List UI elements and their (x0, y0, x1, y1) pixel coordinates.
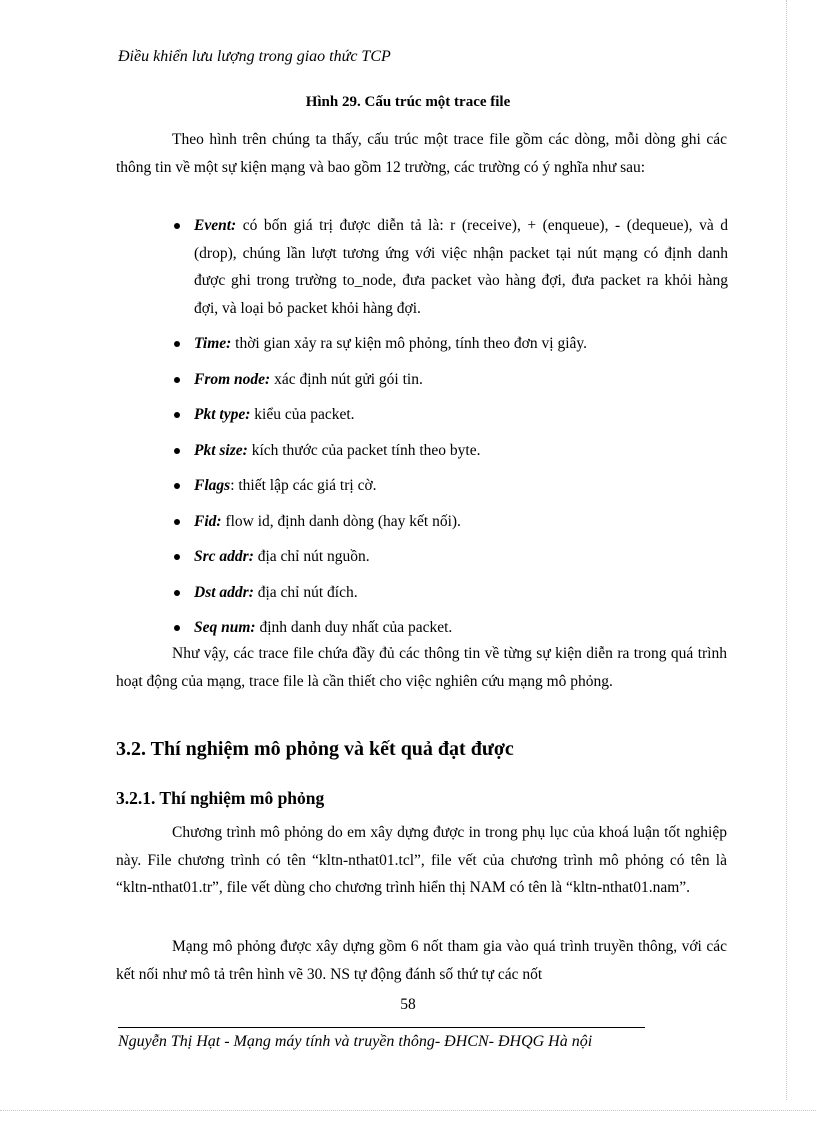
bullet-dot-icon (174, 448, 180, 454)
field-description: xác định nút gửi gói tin. (270, 370, 423, 388)
bullet-dot-icon (174, 519, 180, 525)
bullet-dot-icon (174, 590, 180, 596)
field-description: địa chỉ nút nguồn. (253, 548, 370, 565)
field-term: Dst addr: (194, 583, 254, 601)
page-boundary-right (786, 0, 787, 1100)
field-term: Src addr: (194, 548, 254, 565)
trace-field-list (172, 212, 728, 642)
field-description: định danh duy nhất của packet. (255, 619, 453, 636)
list-item (172, 366, 728, 394)
bullet-dot-icon (174, 341, 180, 347)
program-paragraph-text: Chương trình mô phỏng do em xây dựng được in trong phụ lục của khoá luận tốt nghiệp này. File chương trình có tên “kltn-nthat01.tcl”, file vết của chương trình mô phỏng có tên là “kltn-nthat01.tr”, file vết dùng cho chương trình hiển thị NAM có tên là “kltn-nthat01.nam”. (116, 824, 727, 896)
field-description: kiểu của packet. (250, 406, 355, 423)
footer-divider (118, 1027, 645, 1028)
field-description: thời gian xảy ra sự kiện mô phỏng, tính theo đơn vị giây. (231, 335, 587, 352)
list-item (172, 330, 728, 358)
field-term: Pkt size: (194, 441, 248, 459)
list-item (172, 212, 728, 322)
field-term: Pkt type: (194, 406, 251, 423)
intro-paragraph (116, 126, 727, 181)
intro-paragraph-text: Theo hình trên chúng ta thấy, cấu trúc một trace file gồm các dòng, mỗi dòng ghi các thông tin về một sự kiện mạng và bao gồm 12 trường, các trường có ý nghĩa như sau: (116, 131, 727, 176)
field-description: : thiết lập các giá trị cờ. (230, 477, 377, 494)
field-description: flow id, định danh dòng (hay kết nối). (221, 512, 461, 530)
bullet-dot-icon (174, 412, 180, 418)
bullet-dot-icon (174, 625, 180, 631)
subsection-heading: 3.2.1. Thí nghiệm mô phỏng (116, 788, 325, 808)
field-description: địa chỉ nút đích. (253, 583, 358, 601)
network-paragraph-text: Mạng mô phỏng được xây dựng gồm 6 nốt tham gia vào quá trình truyền thông, với các kết nối như mô tả trên hình vẽ 30. NS tự động đánh số thứ tự các nốt (116, 938, 727, 983)
field-term: Time: (194, 335, 232, 352)
field-term: Fid: (194, 512, 222, 530)
list-item (172, 614, 728, 642)
field-term: Flags (194, 477, 231, 494)
program-paragraph (116, 819, 727, 902)
section-heading: 3.2. Thí nghiệm mô phỏng và kết quả đạt được (116, 738, 514, 760)
field-description: có bốn giá trị được diễn tả là: r (receive), + (enqueue), - (dequeue), và d (drop), chúng lần lượt tương ứng với việc nhận packet tại nút mạng có định danh được ghi trong trường to_node, đưa packet vào hàng đợi, đưa packet ra khỏi hàng đợi, và loại bỏ packet khỏi hàng đợi. (194, 217, 728, 317)
field-term: Event: (194, 217, 237, 234)
field-description: kích thước của packet tính theo byte. (247, 441, 481, 459)
bullet-dot-icon (174, 223, 180, 229)
network-paragraph (116, 933, 727, 988)
page-boundary-bottom (0, 1110, 816, 1111)
list-item (172, 401, 728, 429)
list-item (172, 472, 728, 500)
page-number: 58 (400, 996, 416, 1013)
list-item (172, 579, 728, 607)
bullet-dot-icon (174, 554, 180, 560)
figure-caption: Hình 29. Cấu trúc một trace file (305, 94, 511, 110)
list-item (172, 437, 728, 465)
running-footer: Nguyễn Thị Hạt - Mạng máy tính và truyền thông- ĐHCN- ĐHQG Hà nội (118, 1033, 593, 1050)
field-term: From node: (194, 370, 271, 388)
bullet-dot-icon (174, 377, 180, 383)
bullet-dot-icon (174, 483, 180, 489)
summary-paragraph-text: Như vậy, các trace file chứa đầy đủ các thông tin về từng sự kiện diễn ra trong quá trình hoạt động của mạng, trace file là cần thiết cho việc nghiên cứu mạng mô phỏng. (116, 645, 727, 690)
field-term: Seq num: (194, 619, 256, 636)
running-header: Điều khiển lưu lượng trong giao thức TCP (118, 48, 391, 65)
summary-paragraph (116, 640, 727, 695)
list-item (172, 508, 728, 536)
list-item (172, 543, 728, 571)
